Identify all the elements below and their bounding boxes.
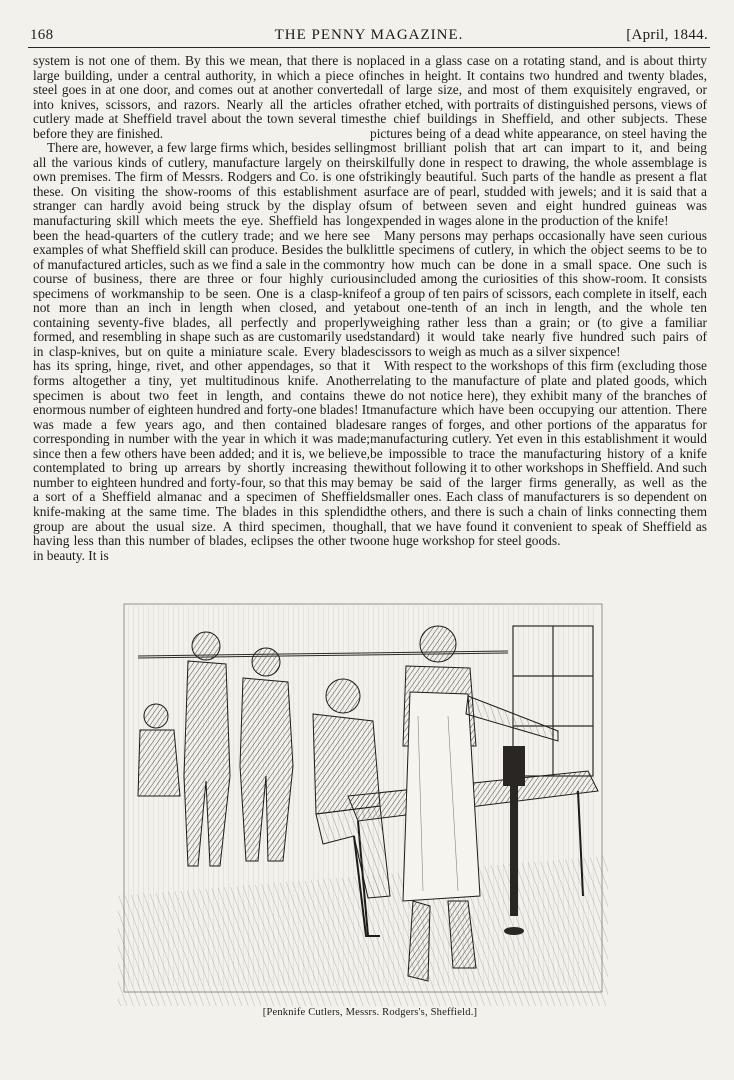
paragraph: With respect to the workshops of this firm (excluding those relating to the manufacture of plate and plated goods, which we do not notice here), they exhibit many of the branches of manufacture which have been occupying our attention. There are ranges of forges, and other portions of the apparatus for manufacturing cutlery. Yet even in this establishment it would be impossible to trace the manufacturing history of a knife without following it to other workshops in Sheffield. And such may be said of the larger firms generally, as well as the smaller ones. Each class of manufacturers is so dependent on the others, and there is such a chain of links connecting them all, that we have found it convenient to speak of Sheffield as one huge workshop for steel goods. xyxy=(370,358,707,549)
illustration-caption: [Penknife Cutlers, Messrs. Rodgers's, Sheffield.] xyxy=(262,1007,478,1018)
right-column xyxy=(370,54,707,549)
workshop-engraving xyxy=(118,596,608,1006)
paragraph: Many persons may perhaps occasionally have seen curious little specimens of cutlery, in which the object seems to be to try how much can be done in a small space. One such is included among the curiosities of this show-room. It consists of a group of ten pairs of scissors, each complete in itself, each about one-tenth of an inch in length, and the whole ten weighing rather less than a grain; or (to give a familiar standard) it would take nearly five hundred such pairs of scissors to weigh as much as a silver sixpence! xyxy=(370,227,707,359)
header-rule xyxy=(28,47,710,48)
issue-date: [April, 1844. xyxy=(626,27,708,43)
engraving-illustration xyxy=(118,596,608,1006)
page-number: 168 xyxy=(30,27,54,43)
paragraph: system is not one of them. By this we mean, that there is no large building, under a central authority, in which a piece of steel goes in at one door, and comes out at another converted into knives, scissors, and razors. Nearly all the articles of cutlery made at Sheffield travel about the town several times before they are finished. xyxy=(33,53,370,141)
page-header xyxy=(30,25,708,47)
magazine-title: THE PENNY MAGAZINE. xyxy=(274,27,464,43)
paragraph: placed in a glass case on a rotating stand, and is about thirty inches in height. It contains two hundred and twenty blades, all of large size, and most of them exquisitely engraved, or rather etched, with portraits of distinguished persons, views of the chief buildings in Sheffield, and other subjects. These pictures being of a dead white appearance, on steel having the most brilliant polish that art can impart to it, and being skilfully done in respect to drawing, the whole assemblage is strikingly beautiful. Such parts of the handle as present a flat surface are of pearl, studded with jewels; and it is said that a sum of between seven and eight hundred guineas was expended in wages alone in the production of the knife! xyxy=(370,53,707,229)
paragraph: There are, however, a few large firms which, besides selling all the various kinds of cutlery, manufacture largely on their own premises. The firm of Messrs. Rodgers and Co. is one of these. On visiting the show-rooms of this establishment a stranger can hardly avoid being struck by the display of manufacturing skill which meets the eye. Sheffield has long been the head-quarters of the cutlery trade; and we here see examples of what Sheffield skill can produce. Besides the bulk of manufactured articles, such as we find a sale in the common course of business, there are three or four highly curious specimens of workmanship to be seen. One is a clasp-knife not more than an inch in length when closed, and yet containing seventy-five blades, all perfectly and properly formed, and resembling in shape such as are customarily used in clasp-knives, but on quite a miniature scale. Every blade has its spring, hinge, rivet, and other appendages, so that it forms altogether a tiny, yet multitudinous knife. Another specimen is about two feet in length, and contains the enormous number of eighteen hundred and forty-one blades! It was made a few years ago, and then contained blades corresponding in number with the year in which it was made; since then a few others have been added; and it is, we believe, contemplated to bring up arrears by shortly increasing the number to eighteen hundred and forty-four, so that this may be a sort of a Sheffield almanac and a specimen of Sheffield knife-making at the same time. The blades in this splendid group are about the usual size. A third specimen, though having less than this number of blades, eclipses the other two in beauty. It is xyxy=(33,140,370,563)
left-column xyxy=(33,54,370,563)
